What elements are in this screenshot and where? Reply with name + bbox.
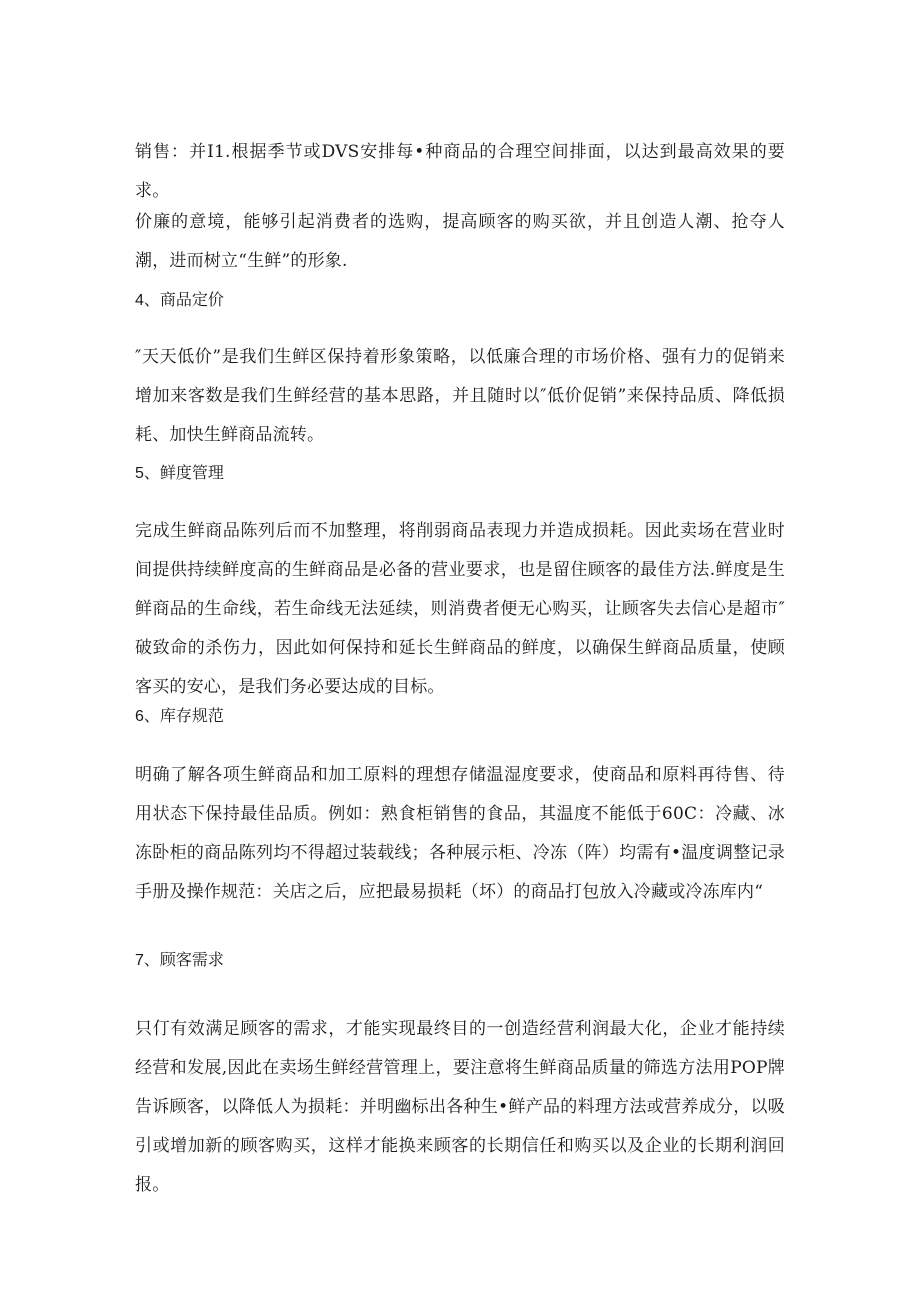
section-heading-pricing [135, 288, 785, 313]
section-separator: 、 [143, 463, 160, 482]
paragraph-customer: 只仃有效满足顾客的需求，才能实现最终目的一创造经营利润最大化，企业才能持续经营和发展,因此在卖场生鲜经营管理上，要注意将生鲜商品质量的筛选方法用POP牌告诉顾客，以降低人为损耗：并明幽标出各种生•鲜产品的料理方法或营养成分，以吸引或增加新的顾客购买，这样才能换来顾客的长期信任和购买以及企业的长期利润回报。 [135, 1019, 785, 1195]
section-heading-inventory [135, 704, 785, 729]
section-separator: 、 [143, 706, 160, 725]
section-title: 商品定价 [159, 290, 224, 309]
section-title: 顾客需求 [159, 950, 224, 969]
section-separator: 、 [143, 290, 160, 309]
section-separator: 、 [143, 950, 160, 969]
paragraph-price-image: 价廉的意境，能够引起消费者的选购，提高顾客的购买欲，并且创造人潮、抢夺人潮，进而树立“生鲜”的形象. [135, 212, 785, 271]
section-title: 库存规范 [159, 706, 224, 725]
section-number: 6 [135, 708, 144, 725]
paragraph-sales-layout: 销售：并I1.根据季节或DVS安排每•种商品的合理空间排面，以达到最高效果的要求。 [135, 142, 785, 201]
section-heading-freshness [135, 461, 785, 486]
paragraph-pricing: ″天天低价”是我们生鲜区保持着形象策略，以低廉合理的市场价格、强有力的促销来增加来客数是我们生鲜经营的基本思路，并且随时以″低价促销”来保持品质、降低损耗、加快生鲜商品流转。 [135, 347, 785, 445]
paragraph-inventory: 明确了解各项生鲜商品和加工原料的理想存储温湿度要求，使商品和原料再待售、待用状态下保持最佳品质。例如：熟食柜销售的食品，其温度不能低于60C：冷藏、冰冻卧柜的商品陈列均不得超过装载线；各种展示柜、冷冻（阵）均需有•温度调整记录手册及操作规范：关店之后，应把最易损耗（坏）的商品打包放入冷藏或冷冻库内“ [135, 765, 785, 902]
section-number: 4 [135, 292, 144, 309]
paragraph-freshness: 完成生鲜商品陈列后而不加整理，将削弱商品表现力并造成损耗。因此卖场在营业时间提供持续鲜度高的生鲜商品是必备的营业要求，也是留住顾客的最佳方法.鲜度是生鲜商品的生命线，若生命线无法延续，则消费者便无心购买，让顾客失去信心是超市″破致命的杀伤力，因此如何保持和延长生鲜商品的鲜度，以确保生鲜商品质量，使顾客买的安心，是我们务必要达成的目标。 [135, 521, 785, 697]
section-number: 5 [135, 465, 144, 482]
section-number: 7 [135, 952, 144, 969]
section-title: 鲜度管理 [159, 463, 224, 482]
section-heading-customer [135, 948, 785, 973]
